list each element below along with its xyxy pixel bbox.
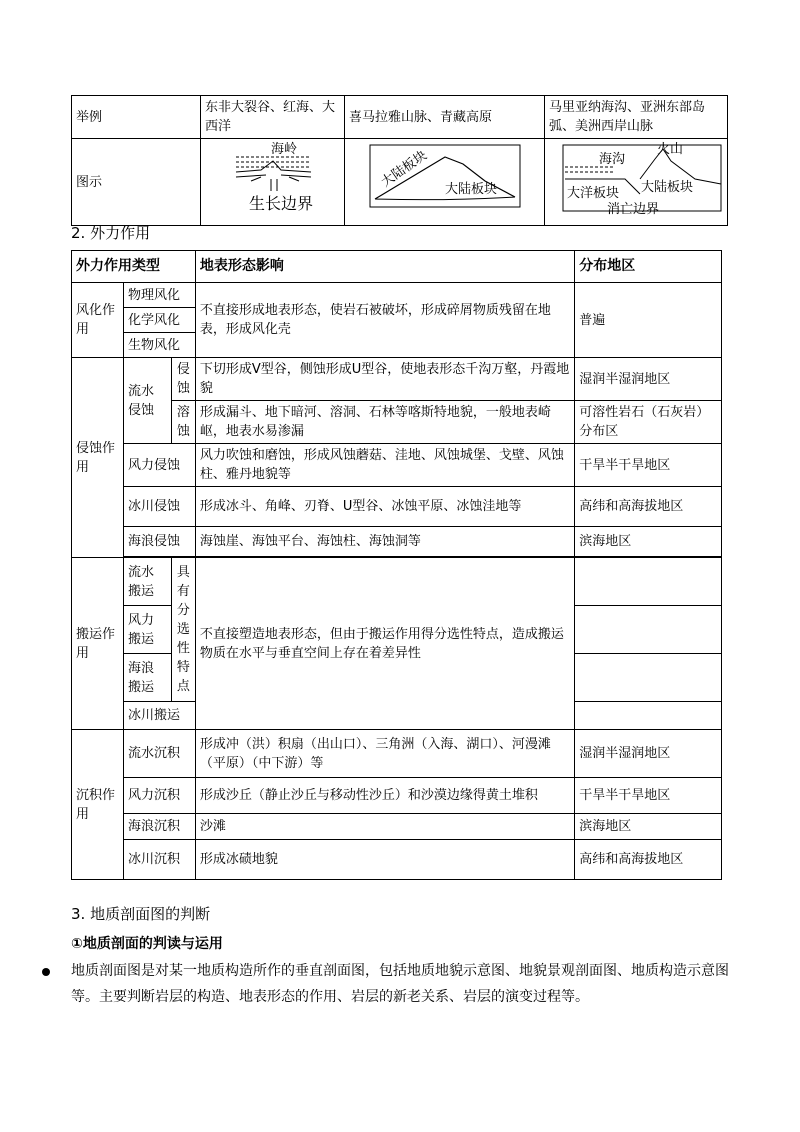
- fig2-right-plate-label: 大陆板块: [445, 182, 498, 197]
- wind-transport: 风力搬运: [123, 606, 171, 654]
- transport-area-2: [575, 606, 722, 654]
- wind-deposition-area: 干旱半干旱地区: [575, 778, 722, 814]
- section2-title: 2. 外力作用: [71, 224, 151, 242]
- transport-effect: 不直接塑造地表形态，但由于搬运作用得分选性特点，造成搬运物质在水平与垂直空间上存在着差异性: [195, 558, 574, 730]
- fluvial-erosion-effect: 下切形成V型谷，侧蚀形成U型谷，使地表形态千沟万壑，丹霞地貌: [195, 358, 574, 401]
- glacier-erosion: 冰川侵蚀: [123, 487, 195, 527]
- fig3-trench-label: 海沟: [599, 152, 626, 167]
- transport-feature: 具有分选性特点: [171, 558, 195, 702]
- solution-effect: 形成漏斗、地下暗河、溶洞、石林等喀斯特地貌，一般地表崎岖，地表水易渗漏: [195, 401, 574, 444]
- chemical-weathering: 化学风化: [123, 308, 195, 333]
- weathering-group: 风化作用: [72, 283, 124, 358]
- transport-area-3: [575, 654, 722, 702]
- glacier-deposition-effect: 形成冰碛地貌: [195, 840, 574, 880]
- glacier-erosion-area: 高纬和高海拔地区: [575, 487, 722, 527]
- header-effect: 地表形态影响: [195, 251, 574, 283]
- section3-paragraph: 地质剖面图是对某一地质构造所作的垂直剖面图，包括地质地貌示意图、地貌景观剖面图、地质构造示意图等。主要判断岩层的构造、地表形态的作用、岩层的新老关系、岩层的演变过程等。: [71, 963, 729, 1005]
- fluvial-deposition-area: 湿润半湿润地区: [575, 730, 722, 778]
- wave-deposition-effect: 沙滩: [195, 814, 574, 840]
- deposition-group: 沉积作用: [72, 730, 124, 880]
- figure-label: 图示: [72, 139, 201, 226]
- header-area: 分布地区: [575, 251, 722, 283]
- weathering-effect: 不直接形成地表形态，使岩石被破坏，形成碎屑物质残留在地表，形成风化壳: [195, 283, 574, 358]
- fig3-boundary-label: 消亡边界: [607, 202, 660, 217]
- example-label: 举例: [72, 96, 201, 139]
- wind-erosion-area: 干旱半干旱地区: [575, 444, 722, 487]
- fluvial-deposition-effect: 形成冲（洪）积扇（出山口）、三角洲（入海、湖口）、河漫滩（平原）（中下游）等: [195, 730, 574, 778]
- example-divergent: 东非大裂谷、红海、大西洋: [201, 96, 345, 139]
- fig1-boundary-label: 生长边界: [249, 194, 314, 213]
- figure-divergent: [201, 139, 345, 226]
- wave-erosion: 海浪侵蚀: [123, 527, 195, 557]
- rongshi-label: 溶蚀: [171, 401, 195, 444]
- plate-boundary-table: [71, 95, 728, 226]
- wind-erosion: 风力侵蚀: [123, 444, 195, 487]
- qinshi-label: 侵蚀: [171, 358, 195, 401]
- fig3-volcano-label: 火山: [657, 142, 684, 157]
- biological-weathering: 生物风化: [123, 333, 195, 358]
- example-subduction: 马里亚纳海沟、亚洲东部岛弧、美洲西岸山脉: [545, 96, 728, 139]
- header-type: 外力作用类型: [72, 251, 196, 283]
- collision-boundary-diagram: [345, 139, 544, 219]
- glacier-deposition: 冰川沉积: [123, 840, 195, 880]
- physical-weathering: 物理风化: [123, 283, 195, 308]
- transport-area-4: [575, 702, 722, 730]
- fluvial-deposition: 流水沉积: [123, 730, 195, 778]
- erosion-group: 侵蚀作用: [72, 358, 124, 558]
- fig3-cont-plate-label: 大陆板块: [641, 180, 694, 195]
- fluvial-transport: 流水搬运: [123, 558, 171, 606]
- transport-area-1: [575, 558, 722, 606]
- wave-deposition: 海浪沉积: [123, 814, 195, 840]
- solution-area: 可溶性岩石（石灰岩）分布区: [575, 401, 722, 444]
- wave-deposition-area: 滨海地区: [575, 814, 722, 840]
- subduction-boundary-diagram: [545, 139, 727, 219]
- wave-transport: 海浪搬运: [123, 654, 171, 702]
- wind-deposition-effect: 形成沙丘（静止沙丘与移动性沙丘）和沙漠边缘得黄土堆积: [195, 778, 574, 814]
- fig3-ocean-plate-label: 大洋板块: [567, 186, 620, 201]
- transport-group: 搬运作用: [72, 558, 124, 730]
- fluvial-erosion: 流水侵蚀: [123, 358, 171, 444]
- external-forces-table: [71, 250, 722, 880]
- divergent-boundary-diagram: [201, 139, 344, 219]
- wind-deposition: 风力沉积: [123, 778, 195, 814]
- bullet-dot: [42, 968, 50, 976]
- wind-erosion-effect: 风力吹蚀和磨蚀，形成风蚀蘑菇、洼地、风蚀城堡、戈壁、风蚀柱、雅丹地貌等: [195, 444, 574, 487]
- weathering-area: 普遍: [575, 283, 722, 358]
- fig1-ridge-label: 海岭: [271, 142, 298, 157]
- section3-subtitle: ①地质剖面的判读与运用: [71, 936, 223, 952]
- figure-collision: [345, 139, 545, 226]
- section3-title: 3. 地质剖面图的判断: [71, 905, 211, 923]
- glacier-deposition-area: 高纬和高海拔地区: [575, 840, 722, 880]
- wave-erosion-area: 滨海地区: [575, 527, 722, 557]
- figure-subduction: [545, 139, 728, 226]
- glacier-transport: 冰川搬运: [123, 702, 195, 730]
- glacier-erosion-effect: 形成冰斗、角峰、刃脊、U型谷、冰蚀平原、冰蚀洼地等: [195, 487, 574, 527]
- example-continental: 喜马拉雅山脉、青藏高原: [345, 96, 545, 139]
- wave-erosion-effect: 海蚀崖、海蚀平台、海蚀柱、海蚀洞等: [195, 527, 574, 557]
- fig2-left-plate-label: 大陆板块: [378, 148, 430, 191]
- fluvial-erosion-area: 湿润半湿润地区: [575, 358, 722, 401]
